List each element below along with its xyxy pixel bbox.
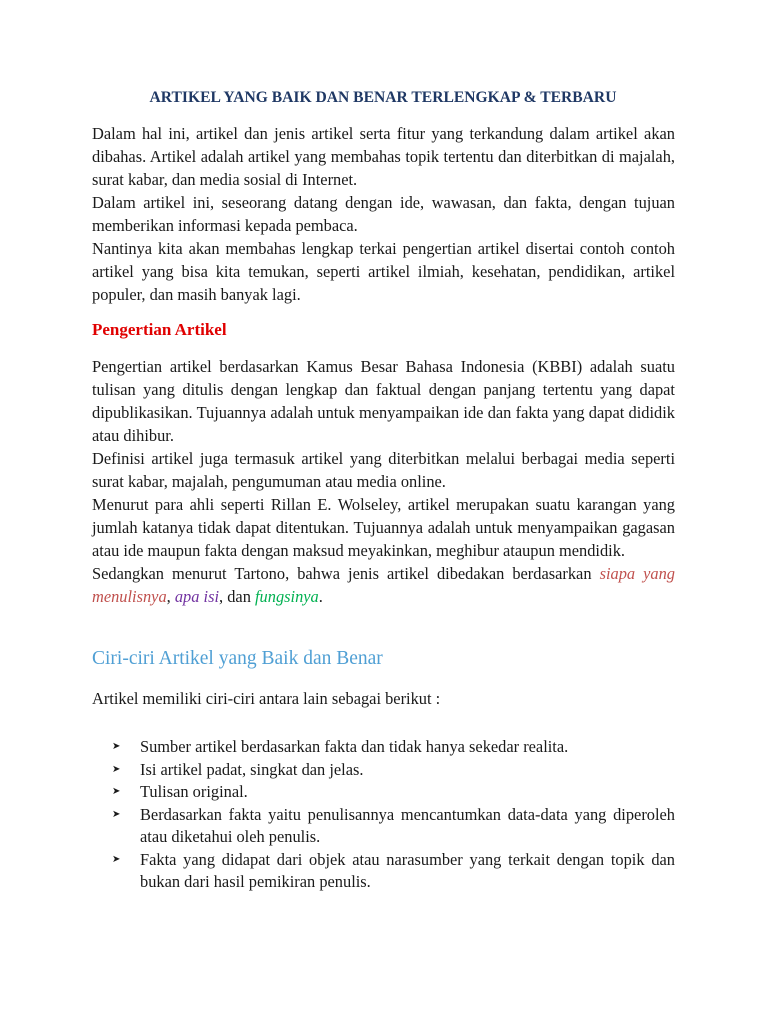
arrow-bullet-icon: ➤ [112,853,121,865]
list-item-text: Tulisan original. [140,782,248,801]
term-separator: , [166,587,175,606]
body-paragraph: Menurut para ahli seperti Rillan E. Wolseley, artikel merupakan suatu karangan yang jumlah katanya tidak dapat ditentukan. Tujuannya adalah untuk menyampaikan gagasan atau ide maupun fakta dengan maksud meyakinkan, meghibur ataupun mendidik. [92,495,675,560]
intro-section [92,122,675,306]
intro-paragraph: Dalam hal ini, artikel dan jenis artikel serta fitur yang terkandung dalam artikel akan dibahas. Artikel adalah artikel yang membahas topik tertentu dan diterbitkan di majalah, surat kabar, dan media sosial di Internet. [92,124,675,189]
arrow-bullet-icon: ➤ [112,808,121,820]
term-siapa-yang-menulisnya: siapa yang menulisnya [92,564,675,606]
arrow-bullet-icon: ➤ [112,741,121,752]
term-apa-isi: apa isi [174,587,220,606]
document-title: ARTIKEL YANG BAIK DAN BENAR TERLENGKAP & TERBARU [149,89,617,106]
list-item [112,736,675,759]
intro-paragraph: Dalam artikel ini, seseorang datang dengan ide, wawasan, dan fakta, dengan tujuan memberikan informasi kepada pembaca. [92,193,675,235]
section-heading-ciri-ciri: Ciri-ciri Artikel yang Baik dan Benar [92,648,383,669]
body-paragraph: Pengertian artikel berdasarkan Kamus Besar Bahasa Indonesia (KBBI) adalah suatu tulisan yang ditulis dengan lengkap dan faktual dengan panjang tertentu yang dapat dipublikasikan. Tujuannya adalah untuk menyampaikan ide dan fakta yang dapat dididik atau dihibur. [92,357,675,445]
list-item [112,804,675,849]
list-item-text: Berdasarkan fakta yaitu penulisannya mencantumkan data-data yang diperoleh atau diketahui oleh penulis. [140,804,675,846]
list-item-text: Isi artikel padat, singkat dan jelas. [140,759,364,779]
ciri-ciri-list [112,736,675,894]
list-item-text: Sumber artikel berdasarkan fakta dan tidak hanya sekedar realita. [140,737,569,756]
body-paragraph: Definisi artikel juga termasuk artikel yang diterbitkan melalui berbagai media seperti surat kabar, majalah, pengumuman atau media online. [92,449,675,491]
term-fungsinya: fungsinya [255,587,319,606]
term-suffix: . [318,587,323,606]
section-heading-pengertian: Pengertian Artikel [92,320,227,339]
list-item [112,781,675,804]
list-item [112,849,675,894]
pengertian-section [92,355,675,608]
list-item-text: Fakta yang didapat dari objek atau narasumber yang terkait dengan topik dan bukan dari hasil pemikiran penulis. [140,849,675,891]
arrow-bullet-icon: ➤ [112,786,121,797]
ciri-ciri-lead: Artikel memiliki ciri-ciri antara lain sebagai berikut : [92,689,441,708]
term-separator: , dan [219,587,255,606]
body-paragraph-tartono [92,562,675,608]
intro-paragraph: Nantinya kita akan membahas lengkap terkai pengertian artikel disertai contoh contoh artikel yang bisa kita temukan, seperti artikel ilmiah, kesehatan, pendidikan, artikel populer, dan masih banyak lagi. [92,239,675,304]
arrow-bullet-icon: ➤ [112,763,121,775]
list-item [112,759,675,782]
tartono-prefix: Sedangkan menurut Tartono, bahwa jenis artikel dibedakan berdasarkan [92,564,600,583]
